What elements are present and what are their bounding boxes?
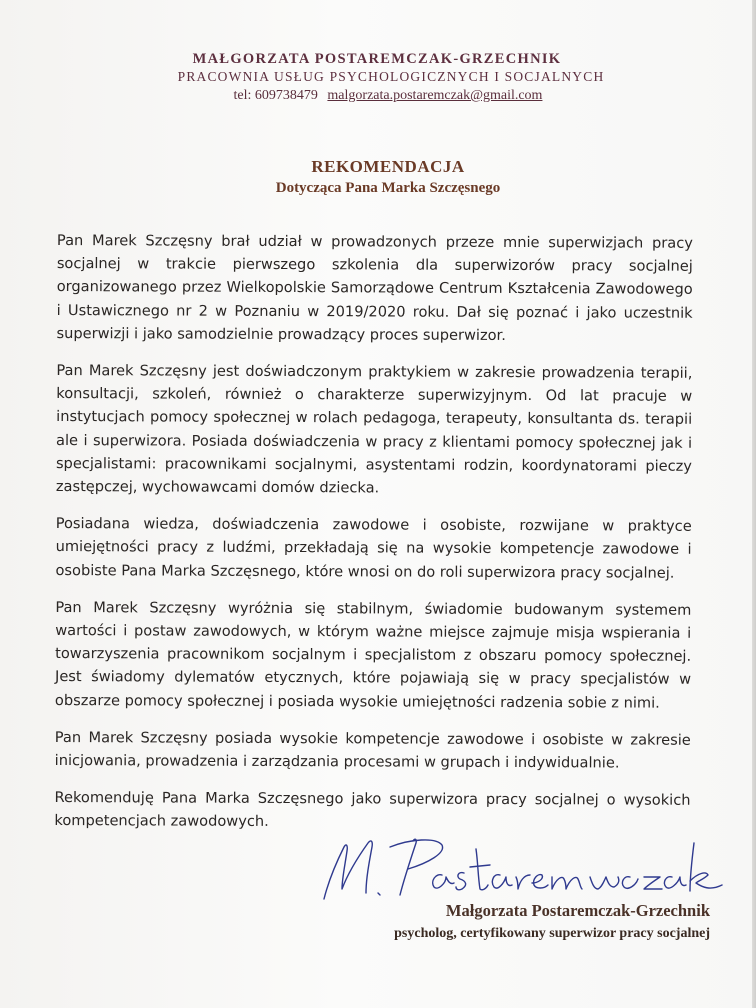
body-paragraph: Pan Marek Szczęsny brał udział w prowadzonych przeze mnie superwizjach pracy socjalnej w trakcie pierwszego szkolenia dla superwizorów pracy socjalnej organizowanego przez Wielkopolskie Samorządowe Centrum Kształcenia Zawodowego i Ustawicznego nr 2 w Poznaniu w 2019/2020 roku. Dał się poznać i jako uczestnik superwizji i jako samodzielnie prowadzący proces superwizor.: [56, 231, 693, 344]
letterhead-contact: [20, 86, 756, 106]
body-paragraph: Posiadana wiedza, doświadczenia zawodowe i osobiste, rozwijane w praktyce umiejętności pracy z ludźmi, przekładają się na wysokie kompetencje zawodowe i osobiste Pana Marka Szczęsnego, które wnosi on do roli superwizora pracy socjalnej.: [55, 515, 692, 582]
body-paragraph: Pan Marek Szczęsny posiada wysokie kompetencje zawodowe i osobiste w zakresie inicjowania, prowadzenia i zarządzania procesami w grupach i indywidualnie.: [54, 728, 691, 772]
letterhead-name: MAŁGORZATA POSTAREMCZAK-GRZECHNIK: [192, 51, 562, 67]
letterhead-phone: tel: 609738479: [233, 88, 318, 103]
handwritten-signature: [318, 833, 728, 905]
body-paragraph: Rekomenduję Pana Marka Szczęsnego jako superwizora pracy socjalnej o wysokich kompetencjach zawodowych.: [54, 789, 691, 831]
signatory-role: psycholog, certyfikowany superwizor pracy socjalnej: [394, 926, 710, 941]
body-paragraph: Pan Marek Szczęsny wyróżnia się stabilnym, świadomie budowanym systemem wartości i postaw zawodowych, w którym ważne miejsce zajmuje misja wspierania i towarzyszenia pracownikom socjalnym i specjalistom z obszaru pomocy społecznej. Jest świadomy dylematów etycznych, które pojawiają się w pracy specjalistów w obszarze pomocy społecznej i posiada wysokie umiejętności radzenia sobie z nimi.: [54, 598, 692, 712]
signature-block: [394, 900, 710, 946]
document-heading: [0, 156, 756, 198]
document-subtitle: Dotycząca Pana Marka Szczęsnego: [275, 180, 501, 196]
document-title: REKOMENDACJA: [311, 157, 465, 176]
letterhead: [0, 50, 756, 106]
signatory-name: Małgorzata Postaremczak-Grzechnik: [445, 901, 710, 920]
body-paragraph: Pan Marek Szczęsny jest doświadczonym praktykiem w zakresie prowadzenia terapii, konsultacji, szkoleń, również o charakterze superwizyjnym. Od lat pracuje w instytucjach pomocy społecznej w rolach pedagoga, terapeuty, konsultanta ds. terapii ale i superwizora. Posiada doświadczenia w pracy z klientami pomocy społecznej jak i specjalistami: pracownikami socjalnymi, asystentami rodzin, koordynatorami pieczy zastępczej, wychowawcami domów dziecka.: [55, 362, 693, 497]
page-edge: [752, 0, 756, 1008]
document-body: [54, 229, 693, 835]
signature-drawing: [318, 833, 728, 905]
letterhead-subtitle: PRACOWNIA USŁUG PSYCHOLOGICZNYCH I SOCJALNYCH: [177, 69, 605, 84]
letterhead-email: malgorzata.postaremczak@gmail.com: [327, 88, 543, 103]
